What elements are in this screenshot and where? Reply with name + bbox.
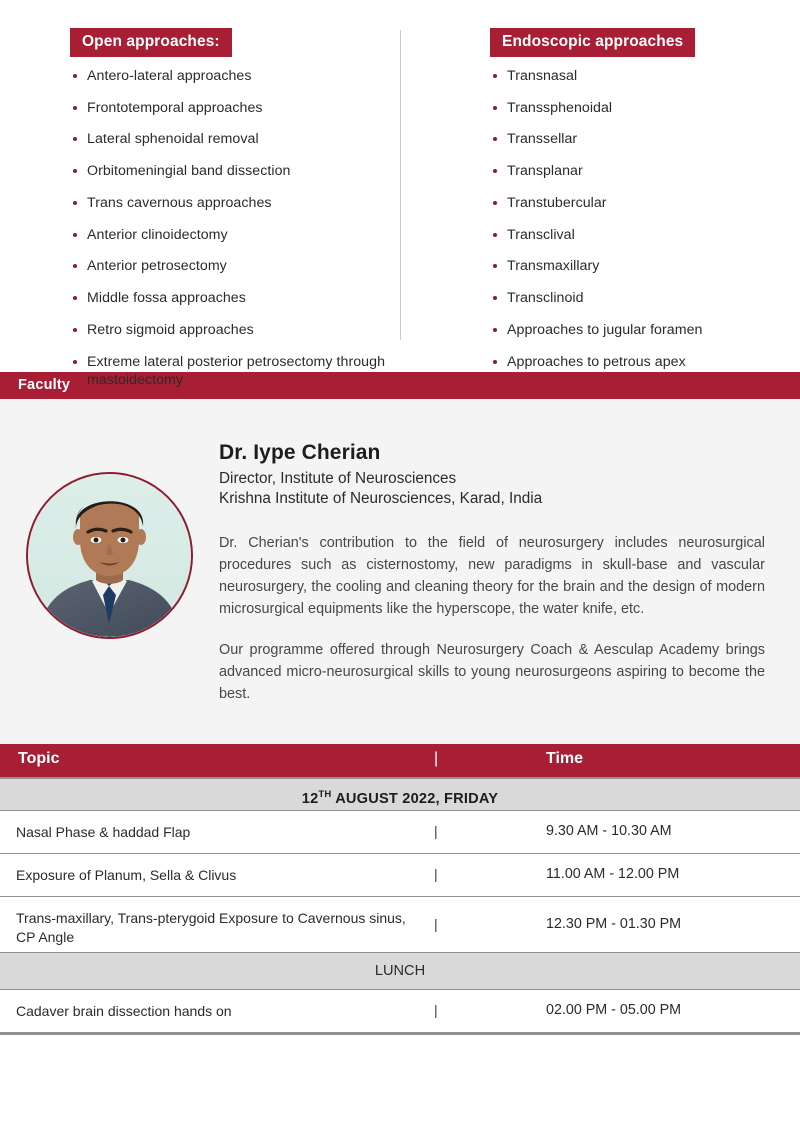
table-row: [0, 811, 800, 854]
faculty-name: Dr. Iype Cherian: [219, 441, 381, 464]
row-time: 02.00 PM - 05.00 PM: [546, 1002, 682, 1018]
faculty-section-title: Faculty: [0, 372, 800, 399]
list-item: Middle fossa approaches: [70, 289, 390, 308]
table-row: [0, 897, 800, 953]
list-item: Transnasal: [490, 67, 780, 86]
row-separator: |: [434, 1002, 438, 1018]
list-item: Approaches to petrous apex: [490, 353, 780, 372]
list-item: Transclinoid: [490, 289, 780, 308]
list-item: Transtubercular: [490, 194, 780, 213]
list-item: Transsellar: [490, 130, 780, 149]
table-header-row: [0, 744, 800, 779]
table-row: [0, 854, 800, 897]
portrait-photo-icon: [28, 474, 191, 637]
open-approaches-list: [70, 67, 390, 390]
endoscopic-approaches-column: [490, 28, 780, 384]
list-item: Extreme lateral posterior petrosectomy through mastoidectomy: [70, 353, 390, 390]
row-time: 12.30 PM - 01.30 PM: [546, 916, 682, 932]
faculty-bio-paragraph-1: Dr. Cherian's contribution to the field of neurosurgery includes neurosurgical procedures such as cisternostomy, new paradigms in skull-base and vascular neurosurgery, the cooling and cleaning theory for the brain and the design of modern microsurgical equipments like the hyperscope, the water knife, etc.: [219, 534, 765, 617]
row-topic: Cadaver brain dissection hands on: [16, 1003, 232, 1019]
endoscopic-approaches-heading: Endoscopic approaches: [490, 28, 695, 57]
list-item: Anterior clinoidectomy: [70, 226, 390, 245]
faculty-bio-paragraph-2: Our programme offered through Neurosurgery Coach & Aesculap Academy brings advanced micro-neurosurgical skills to young neurosurgeons aspiring to become the best.: [219, 641, 765, 702]
list-item: Transmaxillary: [490, 257, 780, 276]
list-item: Antero-lateral approaches: [70, 67, 390, 86]
list-item: Transclival: [490, 226, 780, 245]
row-separator: |: [434, 823, 438, 839]
column-header-separator: |: [434, 750, 439, 767]
row-topic: Exposure of Planum, Sella & Clivus: [16, 867, 237, 883]
row-time: 11.00 AM - 12.00 PM: [546, 866, 680, 882]
row-topic: Nasal Phase & haddad Flap: [16, 824, 191, 840]
list-item: Lateral sphenoidal removal: [70, 130, 390, 149]
schedule-date-row: [0, 779, 800, 811]
row-separator: |: [434, 916, 438, 932]
list-item: Orbitomeningial band dissection: [70, 162, 390, 181]
table-row: [0, 990, 800, 1033]
list-item: Anterior petrosectomy: [70, 257, 390, 276]
open-approaches-heading: Open approaches:: [70, 28, 232, 57]
column-header-topic: Topic: [18, 750, 60, 767]
avatar: [28, 474, 191, 637]
column-divider: [400, 30, 401, 340]
faculty-details: [219, 441, 765, 705]
faculty-role-line-1: Director, Institute of Neurosciences: [219, 470, 457, 487]
faculty-photo-frame: [26, 472, 193, 639]
row-separator: |: [434, 866, 438, 882]
date-day-number: 12: [301, 790, 319, 807]
list-item: Transsphenoidal: [490, 99, 780, 118]
date-rest: AUGUST 2022, FRIDAY: [331, 790, 499, 807]
list-item: Frontotemporal approaches: [70, 99, 390, 118]
faculty-role-line-2: Krishna Institute of Neurosciences, Karad, India: [219, 490, 543, 508]
schedule-table: [0, 744, 800, 1035]
date-ordinal-suffix: TH: [318, 789, 332, 800]
list-item: Retro sigmoid approaches: [70, 321, 390, 340]
list-item: Trans cavernous approaches: [70, 194, 390, 213]
column-header-time: Time: [546, 750, 584, 767]
list-item: Approaches to jugular foramen: [490, 321, 780, 340]
row-time: 9.30 AM - 10.30 AM: [546, 823, 672, 839]
table-row-break: LUNCH: [0, 953, 800, 990]
endoscopic-approaches-list: [490, 67, 780, 371]
list-item: Transplanar: [490, 162, 780, 181]
row-topic: Trans-maxillary, Trans-pterygoid Exposure to Cavernous sinus, CP Angle: [16, 910, 406, 946]
open-approaches-column: [70, 28, 390, 403]
